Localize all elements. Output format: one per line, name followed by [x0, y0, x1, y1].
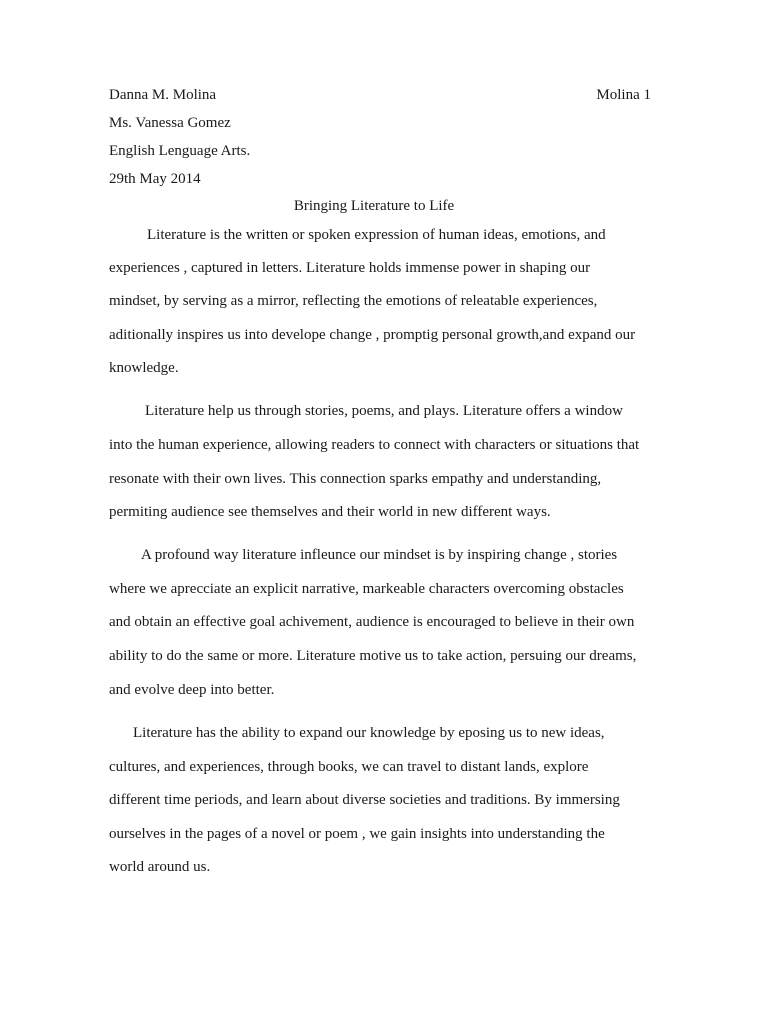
paragraph-line: and evolve deep into better. [109, 682, 275, 698]
paragraph-line: ourselves in the pages of a novel or poem , we gain insights into understanding the [109, 826, 605, 842]
paragraph-line: permiting audience see themselves and their world in new different ways. [109, 504, 551, 520]
paragraph-line: mindset, by serving as a mirror, reflecting the emotions of releatable experiences, [109, 293, 598, 309]
course-name: English Lenguage Arts. [109, 143, 251, 159]
paragraph-line: Literature help us through stories, poems, and plays. Literature offers a window [145, 403, 623, 419]
paragraph-line: and obtain an effective goal achivement, audience is encouraged to believe in their own [109, 614, 635, 630]
paragraph-line: ability to do the same or more. Literature motive us to take action, persuing our dreams, [109, 648, 637, 664]
essay-date: 29th May 2014 [109, 171, 201, 187]
paragraph-line: world around us. [109, 859, 211, 875]
paragraph-line: cultures, and experiences, through books, we can travel to distant lands, explore [109, 759, 589, 775]
paragraph-line: into the human experience, allowing readers to connect with characters or situations that [109, 437, 640, 453]
teacher-name: Ms. Vanessa Gomez [109, 115, 231, 131]
paragraph-line: where we aprecciate an explicit narrative, markeable characters overcoming obstacles [109, 581, 624, 597]
author-name: Danna M. Molina [109, 87, 217, 103]
page-number: Molina 1 [596, 87, 651, 103]
paragraph-line: different time periods, and learn about diverse societies and traditions. By immersing [109, 792, 620, 808]
paragraph-line: aditionally inspires us into develope change , promptig personal growth,and expand our [109, 327, 636, 343]
paragraph-line: Literature is the written or spoken expression of human ideas, emotions, and [147, 227, 606, 243]
paragraph-line: A profound way literature infleunce our mindset is by inspiring change , stories [141, 547, 618, 563]
essay-title: Bringing Literature to Life [293, 198, 455, 214]
paragraph-line: knowledge. [109, 360, 179, 376]
paragraph-line: experiences , captured in letters. Literature holds immense power in shaping our [109, 260, 591, 276]
paragraph-line: Literature has the ability to expand our knowledge by eposing us to new ideas, [133, 725, 605, 741]
paragraph-line: resonate with their own lives. This connection sparks empathy and understanding, [109, 471, 602, 487]
